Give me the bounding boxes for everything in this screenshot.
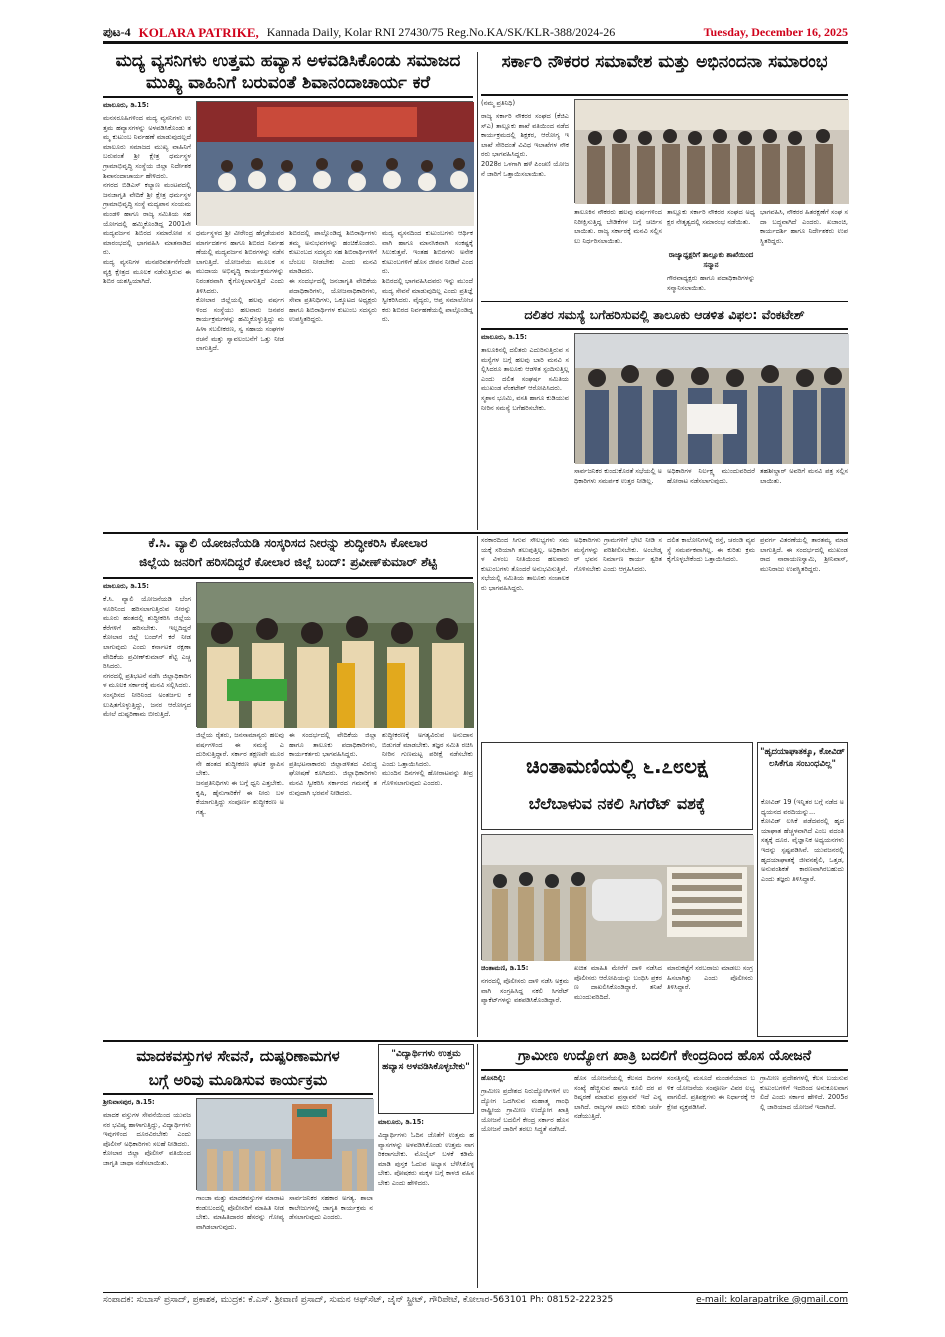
article-3-body-col3: ಅಧಿಕಾರಿಗಳ ನಿರ್ಲಕ್ಷ್ಯ ಮುಂದುವರಿದರೆ ಹೋರಾಟ ನಡೆಸಲಾಗುವುದು. <box>667 467 758 485</box>
divider <box>481 1069 848 1071</box>
article-5-headline: ಚಿಂತಾಮಣಿಯಲ್ಲಿ ೬.೭೮ಲಕ್ಷ <box>526 754 708 778</box>
article-3-body-col2: ಸಾರ್ವಜನಿಕರ ಕುಂದುಕೊರತೆ ಸಭೆಯಲ್ಲಿ ಅಧಿಕಾರಿಗಳು ಸಮರ್ಪಕ ಉತ್ತರ ನೀಡಿಲ್ಲ. <box>574 467 662 485</box>
article-1-headline-line2: ಮುಖ್ಯ ವಾಹಿನಿಗೆ ಬರುವಂತೆ ಶಿವಾನಂದಾಚಾರ್ಯ ಕರೆ <box>145 73 431 93</box>
article-6-lead: ಕೋವಿಡ್ 19 (ಇನ್ನಿತರ ಬಗ್ಗೆ ನಡೆದ ಅಧ್ಯಯನದ ವರದಿಯನ್ನು... <box>761 798 844 816</box>
article-7-headline-line2: ಬಗ್ಗೆ ಅರಿವು ಮೂಡಿಸುವ ಕಾರ್ಯಕ್ರಮ <box>148 1071 328 1089</box>
article-4-body-col1: ಕೆ.ಸಿ. ವ್ಯಾಲಿ ಯೋಜನೆಯಡಿ ಬೆಂಗಳೂರಿನಿಂದ ಹರಿಸಲಾಗುತ್ತಿರುವ ನೀರನ್ನು ಮೂರು ಹಂತದಲ್ಲಿ ಶುದ್ಧೀಕರಿಸಿ ಜಿಲ್ಲೆಯ ಕೆರೆಗಳಿಗೆ ಹರಿಸಬೇಕು. ಇಲ್ಲದಿದ್ದರೆ ಕೋಲಾರ ಜಿಲ್ಲೆ ಬಂದ್‌ಗೆ ಕರೆ ನೀಡಲಾಗುವುದು ಎಂದು ಕರ್ನಾಟಕ ರಕ್ಷಣಾ ವೇದಿಕೆಯ ಪ್ರವೀಣ್‌ಕುಮಾರ್ ಶೆಟ್ಟಿ ಎಚ್ಚರಿಸಿದರು. ನಗರದಲ್ಲಿ ಪ್ರತಿಭಟನೆ ನಡೆಸಿ ಜಿಲ್ಲಾಧಿಕಾರಿಗಳ ಮೂಲಕ ಸರ್ಕಾರಕ್ಕೆ ಮನವಿ ಸಲ್ಲಿಸಿದರು. ಸಂಸ್ಕರಿಸದ ನೀರಿನಿಂದ ಅಂತರ್ಜಲ ಕಲುಷಿತಗೊಳ್ಳುತ್ತಿದ್ದು, ಜನರ ಆರೋಗ್ಯದ ಮೇಲೆ ದುಷ್ಪರಿಣಾಮ ಬೀರುತ್ತಿದೆ. <box>103 595 191 719</box>
article-1-dateline: ಮಾಲೂರು, ಡಿ.15: <box>103 101 149 109</box>
article-5-body-col2: ಖಚಿತ ಮಾಹಿತಿ ಮೇರೆಗೆ ದಾಳಿ ನಡೆಸಿದ ಪೊಲೀಸರು ಆರೋಪಿಯನ್ನು ಬಂಧಿಸಿ ಪ್ರಕರಣ ದಾಖಲಿಸಿಕೊಂಡಿದ್ದಾರೆ. ತನಿಖೆ ಮುಂದುವರಿದಿದೆ. <box>574 964 665 1001</box>
footer-imprint: ಸಂಪಾದಕ: ಸುಬಾಸ್ ಪ್ರಸಾದ್, ಪ್ರಕಾಶಕ, ಮುದ್ರಕ: ಕೆ.ಎಸ್. ಶ್ರೀವಾಣಿ ಪ್ರಸಾದ್, ಸುಮನ ಆಫ್‌ಸೆಟ್, ಜೈನ್ ಸ್ಟ್ರೀಟ್, ಗೌರಿಪೇಟೆ, ಕೋಲಾರ-563101 Ph: 08152-222325 <box>103 1294 614 1305</box>
column-divider <box>477 1044 478 1288</box>
article-3-dateline: ಮಾಲೂರು, ಡಿ.15: <box>481 333 527 341</box>
publication-date: Tuesday, December 16, 2025 <box>703 25 848 39</box>
article-9-body-col1: ಗ್ರಾಮೀಣ ಪ್ರದೇಶದ ನಿರುದ್ಯೋಗಿಗಳಿಗೆ ಉದ್ಯೋಗ ಒದಗಿಸುವ ಮಹಾತ್ಮ ಗಾಂಧಿ ರಾಷ್ಟ್ರೀಯ ಗ್ರಾಮೀಣ ಉದ್ಯೋಗ ಖಾತ್ರಿ ಯೋಜನೆ ಬದಲಿಗೆ ಕೇಂದ್ರ ಸರ್ಕಾರ ಹೊಸ ಯೋಜನೆ ಜಾರಿಗೆ ತರಲು ಸಿದ್ಧತೆ ನಡೆಸಿದೆ. <box>481 1087 572 1134</box>
article-3-continued-col2: ಅಧಿಕಾರಿಗಳು ಗ್ರಾಮಗಳಿಗೆ ಭೇಟಿ ನೀಡಿ ಸಮಸ್ಯೆಗಳನ್ನು ಪರಿಶೀಲಿಸಬೇಕು. ಅಂಬೇಡ್ಕರ್ ಭವನ ನಿರ್ಮಾಣ ಕಾರ್ಯ ತ್ವರಿತಗೊಳಿಸಬೇಕು ಎಂದು ಆಗ್ರಹಿಸಿದರು. <box>574 536 662 573</box>
footer-email: e-mail: kolarapatrike @gmail.com <box>696 1294 848 1305</box>
page-number: ಪುಟ-4 <box>103 25 131 39</box>
article-1-body-col1: ಮನಸರೂಹಿಗಳಿಂದ ಮದ್ಯ ವ್ಯಸನಿಗಳು ಉತ್ತಮ ಹವ್ಯಾಸಗಳನ್ನು ಅಳವಡಿಸಿಕೊಂಡು ತಮ್ಮ ಕುಟುಂಬ ನಿರ್ವಹಣೆ ಮಾಡುವುದಲ್ಲದೆ ಮಾಲೂರು ಸಮಾಜದ ಮುಖ್ಯ ವಾಹಿನಿಗೆ ಬರುವಂತೆ ಶ್ರೀ ಕ್ಷೇತ್ರ ಧರ್ಮಸ್ಥಳ ಗ್ರಾಮಾಭಿವೃದ್ಧಿ ಸಂಸ್ಥೆಯ ಜಿಲ್ಲಾ ನಿರ್ದೇಶಕ ಶಿವಾನಂದಾಚಾರ್ಯ ಹೇಳಿದರು. ನಗರದ ಬಿಡಿಎಸ್ ಕಲ್ಯಾಣ ಮಂಟಪದಲ್ಲಿ ಜನಜಾಗೃತಿ ವೇದಿಕೆ ಶ್ರೀ ಕ್ಷೇತ್ರ ಧರ್ಮಸ್ಥಳ ಗ್ರಾಮಾಭಿವೃದ್ಧಿ ಸಂಸ್ಥೆ ಮದ್ಯಪಾನ ಸಂಯಮ ಮಂಡಳಿ ಹಾಗೂ ರಾಜ್ಯ ಸಮಿತಿಯ ಸಹಯೋಗದಲ್ಲಿ ಹಮ್ಮಿಕೊಂಡಿದ್ದ 2001ನೇ ಮದ್ಯವರ್ಜನ ಶಿಬಿರದ ಸಮಾರೋಪ ಸಮಾರಂಭದಲ್ಲಿ ಭಾಗವಹಿಸಿ ಮಾತನಾಡಿದರು. ಮದ್ಯ ವ್ಯಸನಿಗಳ ಮನಪರಿವರ್ತನೆಗೆಂದೇ ವ್ಯಕ್ತಿ ಕ್ಷೇತ್ರದ ಮೂಲಕ ನಡೆಸುತ್ತಿರುವ ಈ ಶಿಬಿರ ಯಶಸ್ವಿಯಾಗಿದೆ. <box>103 114 191 286</box>
article-5-body-col3: ಮಾರುಕಟ್ಟೆಗೆ ಸರಬರಾಜು ಮಾಡಲು ಸಂಗ್ರಹಿಸಲಾಗಿತ್ತು ಎಂದು ಪೊಲೀಸರು ತಿಳಿಸಿದ್ದಾರೆ. <box>667 964 756 992</box>
article-7-body-col1: ಮಾದಕ ವಸ್ತುಗಳ ಸೇವನೆಯಿಂದ ಯುವಜನರ ಭವಿಷ್ಯ ಹಾಳಾಗುತ್ತಿದ್ದು, ವಿದ್ಯಾರ್ಥಿಗಳು ಇವುಗಳಿಂದ ದೂರವಿರಬೇಕು ಎಂದು ಪೊಲೀಸ್ ಅಧಿಕಾರಿಗಳು ಸಲಹೆ ನೀಡಿದರು. ಕೋಲಾರ ಜಿಲ್ಲಾ ಪೊಲೀಸ್ ವತಿಯಿಂದ ಜಾಗೃತಿ ಜಾಥಾ ನಡೆಸಲಾಯಿತು. <box>103 1111 191 1167</box>
article-1-photo <box>196 101 473 225</box>
article-4-dateline: ಮಾಲೂರು, ಡಿ.15: <box>103 582 149 590</box>
article-4-headline-line2: ಜಿಲ್ಲೆಯ ಜನರಿಗೆ ಹರಿಸದಿದ್ದರೆ ಕೋಲಾರ ಜಿಲ್ಲೆ ಬಂದ್: ಪ್ರವೀಣ್‌ಕುಮಾರ್ ಶೆಟ್ಟಿ <box>139 555 437 569</box>
article-2-body-col2: ತಾಲೂಕಿನ ನೌಕರರು ಹಲವು ವರ್ಷಗಳಿಂದ ನಿರೀಕ್ಷಿಸುತ್ತಿದ್ದ ಬೇಡಿಕೆಗಳ ಬಗ್ಗೆ ಚರ್ಚಿಸಲಾಯಿತು. ರಾಜ್ಯ ಸರ್ಕಾರಕ್ಕೆ ಮನವಿ ಸಲ್ಲಿಸಲು ನಿರ್ಧರಿಸಲಾಯಿತು. <box>574 208 665 245</box>
article-6-headline: "ಹೃದಯಾಘಾತಕ್ಕೂ, ಕೋವಿಡ್ ಲಸಿಕೆಗೂ ಸಂಬಂಧವಿಲ್ಲ" <box>760 747 845 769</box>
article-2-subhead: ರಾಜ್ಯಾಧ್ಯಕ್ಷರಿಗೆ ತಾಲ್ಲೂಕು ಶಾಖೆಯಿಂದ ಸನ್ಮಾನ <box>668 251 754 269</box>
article-1-body-col4: ಮದ್ಯ ವ್ಯಸನದಿಂದ ಕುಟುಂಬಗಳು ಆರ್ಥಿಕವಾಗಿ ಹಾಗೂ ಮಾನಸಿಕವಾಗಿ ಸಂಕಷ್ಟಕ್ಕೆ ಸಿಲುಕುತ್ತವೆ. ಇಂತಹ ಶಿಬಿರಗಳು ಅನೇಕ ಕುಟುಂಬಗಳಿಗೆ ಹೊಸ ಜೀವನ ನೀಡಿವೆ ಎಂದರು. ಶಿಬಿರದಲ್ಲಿ ಭಾಗವಹಿಸಿದವರು ಇನ್ನು ಮುಂದೆ ಮದ್ಯ ಸೇವನೆ ಮಾಡುವುದಿಲ್ಲ ಎಂದು ಪ್ರತಿಜ್ಞೆ ಸ್ವೀಕರಿಸಿದರು. ವೈದ್ಯರು, ಆಪ್ತ ಸಮಾಲೋಚಕರು ಶಿಬಿರದ ನಿರ್ವಹಣೆಯಲ್ಲಿ ಪಾಲ್ಗೊಂಡಿದ್ದರು. <box>382 229 473 324</box>
article-3-continued-col1: ಸರಕಾರದಿಂದ ಸಿಗುವ ಸೌಲಭ್ಯಗಳು ಸಮಯಕ್ಕೆ ಸರಿಯಾಗಿ ತಲುಪುತ್ತಿಲ್ಲ. ಅಧಿಕಾರಿಗಳ ವಿಳಂಬ ನೀತಿಯಿಂದ ಹಲವಾರು ಕುಟುಂಬಗಳು ತೊಂದರೆ ಅನುಭವಿಸುತ್ತಿವೆ. ಸಭೆಯಲ್ಲಿ ಸಮಿತಿಯ ತಾಲೂಕು ಸಂಚಾಲಕರು ಭಾಗವಹಿಸಿದ್ದರು. <box>481 536 569 592</box>
article-2-body-col1: ರಾಜ್ಯ ಸರ್ಕಾರಿ ನೌಕರರ ಸಂಘದ (ಕೆಜಿಎಸ್‌ಎ) ತಾಲ್ಲೂಕು ಶಾಖೆ ವತಿಯಿಂದ ನಡೆದ ಕಾರ್ಯಕ್ರಮದಲ್ಲಿ ಶಿಕ್ಷಕರ, ಆರೋಗ್ಯ ಇಲಾಖೆ ಸೇರಿದಂತೆ ವಿವಿಧ ಇಲಾಖೆಗಳ ನೌಕರರು ಭಾಗವಹಿಸಿದ್ದರು. 2028ರ ಒಳಗಾಗಿ ಹಳೆ ಪಿಂಚಣಿ ಯೋಜನೆ ಜಾರಿಗೆ ಒತ್ತಾಯಿಸಲಾಯಿತು. <box>481 112 569 178</box>
article-2-headline: ಸರ್ಕಾರಿ ನೌಕರರ ಸಮಾವೇಶ ಮತ್ತು ಅಭಿನಂದನಾ ಸಮಾರಂಭ <box>501 52 828 72</box>
article-9-body-col4: ಗ್ರಾಮೀಣ ಪ್ರದೇಶಗಳಲ್ಲಿ ಕೆಲಸ ಬಯಸುವ ಕುಟುಂಬಗಳಿಗೆ ಇದರಿಂದ ಅನುಕೂಲವಾಗಲಿದೆ ಎಂದು ಸರ್ಕಾರ ಹೇಳಿದೆ. 2005ರಲ್ಲಿ ಜಾರಿಯಾದ ಯೋಜನೆ ಇದಾಗಿದೆ. <box>760 1074 851 1111</box>
divider <box>481 94 848 96</box>
newspaper-name: KOLARA PATRIKE, <box>138 24 259 40</box>
article-3-photo <box>574 333 848 463</box>
article-8-body: ವಿದ್ಯಾರ್ಥಿಗಳು ಓದಿನ ಜೊತೆಗೆ ಉತ್ತಮ ಹವ್ಯಾಸಗಳನ್ನು ಅಳವಡಿಸಿಕೊಂಡು ಉತ್ತಮ ನಾಗರಿಕರಾಗಬೇಕು. ಮೊಬೈಲ್ ಬಳಕೆ ಕಡಿಮೆ ಮಾಡಿ ಪುಸ್ತಕ ಓದುವ ಅಭ್ಯಾಸ ಬೆಳೆಸಿಕೊಳ್ಳಬೇಕು. ಪೋಷಕರು ಮಕ್ಕಳ ಬಗ್ಗೆ ಕಾಳಜಿ ವಹಿಸಬೇಕು ಎಂದು ಹೇಳಿದರು. <box>378 1131 477 1187</box>
article-4-body-col2: ಜಿಲ್ಲೆಯ ರೈತರು, ಜನಸಾಮಾನ್ಯರು ಹಲವು ವರ್ಷಗಳಿಂದ ಈ ಸಮಸ್ಯೆ ಎದುರಿಸುತ್ತಿದ್ದಾರೆ. ಸರ್ಕಾರ ತಕ್ಷಣವೇ ಮೂರನೇ ಹಂತದ ಶುದ್ಧೀಕರಣ ಘಟಕ ಸ್ಥಾಪಿಸಬೇಕು. ಜನಪ್ರತಿನಿಧಿಗಳು ಈ ಬಗ್ಗೆ ಧ್ವನಿ ಎತ್ತಬೇಕು. ಕೃಷಿ, ಹೈನುಗಾರಿಕೆಗೆ ಈ ನೀರು ಬಳಕೆಯಾಗುತ್ತಿದ್ದು ಸಂಪೂರ್ಣ ಶುದ್ಧೀಕರಣ ಅಗತ್ಯ. <box>196 731 284 816</box>
article-3-body-col1: ತಾಲೂಕಿನಲ್ಲಿ ದಲಿತರು ಎದುರಿಸುತ್ತಿರುವ ಸಮಸ್ಯೆಗಳ ಬಗ್ಗೆ ಹಲವು ಬಾರಿ ಮನವಿ ಸಲ್ಲಿಸಿದರೂ ತಾಲೂಕು ಆಡಳಿತ ಸ್ಪಂದಿಸುತ್ತಿಲ್ಲ ಎಂದು ದಲಿತ ಸಂಘರ್ಷ ಸಮಿತಿಯ ಮುಖಂಡ ವೆಂಕಟೇಶ್ ಆರೋಪಿಸಿದರು. ಸ್ಮಶಾನ ಭೂಮಿ, ವಸತಿ ಹಾಗೂ ಕುಡಿಯುವ ನೀರಿನ ಸಮಸ್ಯೆ ಬಗೆಹರಿಸಬೇಕು. <box>481 346 570 412</box>
article-3-continued-col3: ದಲಿತ ಕಾಲೋನಿಗಳಲ್ಲಿ ರಸ್ತೆ, ಚರಂಡಿ ವ್ಯವಸ್ಥೆ ಸಮರ್ಪಕವಾಗಿಲ್ಲ. ಈ ಕುರಿತು ಕ್ರಮ ಕೈಗೊಳ್ಳಬೇಕೆಂದು ಒತ್ತಾಯಿಸಿದರು. <box>667 536 758 564</box>
column-divider <box>477 536 478 1037</box>
article-5-headline-line2: ಬೆಲೆಬಾಳುವ ನಕಲಿ ಸಿಗರೆಟ್ ವಶಕ್ಕೆ <box>528 794 706 813</box>
article-4-body-col4: ಶುದ್ಧೀಕರಣಕ್ಕೆ ಅಗತ್ಯವಿರುವ ಅನುದಾನ ಬಿಡುಗಡೆ ಮಾಡಬೇಕು. ತಜ್ಞರ ಸಮಿತಿ ರಚಿಸಿ ನೀರಿನ ಗುಣಮಟ್ಟ ಪರೀಕ್ಷೆ ನಡೆಸಬೇಕು ಎಂದು ಒತ್ತಾಯಿಸಿದರು. ಮುಂದಿನ ದಿನಗಳಲ್ಲಿ ಹೋರಾಟವನ್ನು ತೀವ್ರಗೊಳಿಸಲಾಗುವುದು ಎಂದರು. <box>382 731 473 787</box>
divider <box>103 577 473 579</box>
article-2-body-col3b: ಗೌರವಾಧ್ಯಕ್ಷರು ಹಾಗೂ ಪದಾಧಿಕಾರಿಗಳನ್ನು ಸನ್ಮಾನಿಸಲಾಯಿತು. <box>667 274 758 292</box>
masthead <box>103 24 848 44</box>
article-7-headline: ಮಾದಕವಸ್ತುಗಳ ಸೇವನೆ, ದುಷ್ಪರಿಣಾಮಗಳ <box>136 1047 340 1065</box>
article-5-dateline: ಚಿಂತಾಮಣಿ, ಡಿ.15: <box>481 964 529 972</box>
article-9-dateline: ಹೊಸದಿಲ್ಲಿ: <box>481 1074 506 1082</box>
divider <box>481 301 848 302</box>
article-1-body-col2: ಧರ್ಮಸ್ಥಳದ ಶ್ರೀ ವೀರೇಂದ್ರ ಹೆಗ್ಗಡೆಯವರ ಮಾರ್ಗದರ್ಶನ ಹಾಗೂ ಶಿಬಿರದ ನಿರ್ವಹಣೆಯಲ್ಲಿ ಮದ್ಯವರ್ಜನ ಶಿಬಿರಗಳನ್ನು ನಡೆಸಲಾಗುತ್ತಿದೆ. ಯೋಜನೆಯ ಮೂಲಕ ಸಮುದಾಯ ಅಭಿವೃದ್ಧಿ ಕಾರ್ಯಕ್ರಮಗಳನ್ನು ನಿರಂತರವಾಗಿ ಕೈಗೊಳ್ಳಲಾಗುತ್ತಿದೆ ಎಂದು ತಿಳಿಸಿದರು. ಕೋಲಾರ ಜಿಲ್ಲೆಯಲ್ಲಿ ಹಲವು ವರ್ಷಗಳಿಂದ ಸಂಸ್ಥೆಯು ಹಲವಾರು ಜನಪರ ಕಾರ್ಯಕ್ರಮಗಳನ್ನು ಹಮ್ಮಿಕೊಳ್ಳುತ್ತಿದ್ದು ಮಹಿಳಾ ಸಬಲೀಕರಣ, ಸ್ವ ಸಹಾಯ ಸಂಘಗಳ ರಚನೆ ಮತ್ತು ಸ್ವಾವಲಂಬನೆಗೆ ಒತ್ತು ನೀಡಲಾಗುತ್ತಿದೆ. <box>196 229 284 353</box>
divider <box>103 96 473 98</box>
article-3-body-col4: ತಹಶೀಲ್ದಾರ್ ಅವರಿಗೆ ಮನವಿ ಪತ್ರ ಸಲ್ಲಿಸಲಾಯಿತು. <box>760 467 848 485</box>
article-4-photo <box>196 582 473 727</box>
article-6-body: ಕೋವಿಡ್ 19 (ಇನ್ನಿತರ ಬಗ್ಗೆ ನಡೆದ ಅಧ್ಯಯನದ ವರದಿಯನ್ನು... ಕೋವಿಡ್ ಲಸಿಕೆ ಪಡೆದವರಲ್ಲಿ ಹೃದಯಾಘಾತ ಹೆಚ್ಚಳವಾಗಿದೆ ಎಂಬ ವದಂತಿ ಸತ್ಯಕ್ಕೆ ದೂರ. ವೈಜ್ಞಾನಿಕ ಅಧ್ಯಯನಗಳು ಇದನ್ನು ಸ್ಪಷ್ಟಪಡಿಸಿವೆ. ಯುವಜನರಲ್ಲಿ ಹೃದಯಾಘಾತಕ್ಕೆ ಜೀವನಶೈಲಿ, ಒತ್ತಡ, ಅನುವಂಶಿಕತೆ ಕಾರಣವಾಗಿರಬಹುದು ಎಂದು ತಜ್ಞರು ತಿಳಿಸಿದ್ದಾರೆ. <box>761 798 844 883</box>
article-1-headline: ಮದ್ಯ ವ್ಯಸನಿಗಳು ಉತ್ತಮ ಹವ್ಯಾಸ ಅಳವಡಿಸಿಕೊಂಡು ಸಮಾಜದ <box>115 51 461 71</box>
article-5-photo <box>481 834 753 960</box>
article-2-photo <box>574 99 848 203</box>
article-5-body-col1: ನಗರದಲ್ಲಿ ಪೊಲೀಸರು ದಾಳಿ ನಡೆಸಿ ಅಕ್ರಮವಾಗಿ ಸಂಗ್ರಹಿಸಿದ್ದ ನಕಲಿ ಸಿಗರೆಟ್ ಪ್ಯಾಕೆಟ್‌ಗಳನ್ನು ವಶಪಡಿಸಿಕೊಂಡಿದ್ದಾರೆ. <box>481 977 572 1005</box>
article-7-photo <box>196 1098 373 1190</box>
article-2-byline: (ನಮ್ಮ ಪ್ರತಿನಿಧಿ) <box>481 99 516 107</box>
article-9-body-col2: ಹೊಸ ಯೋಜನೆಯಲ್ಲಿ ಕೆಲಸದ ದಿನಗಳ ಸಂಖ್ಯೆ ಹೆಚ್ಚಿಸುವ ಹಾಗೂ ಕೂಲಿ ದರ ಪರಿಷ್ಕರಣೆ ಮಾಡುವ ಪ್ರಸ್ತಾವನೆ ಇದೆ ಎನ್ನಲಾಗಿದೆ. ರಾಜ್ಯಗಳ ಪಾಲು ಕುರಿತು ಚರ್ಚೆ ನಡೆಯುತ್ತಿದೆ. <box>574 1074 665 1121</box>
article-8-dateline: ಮಾಲೂರು, ಡಿ.15: <box>378 1118 424 1126</box>
publication-details: Kannada Daily, Kolar RNI 27430/75 Reg.No.KA/SK/KLR-388/2024-26 <box>266 25 616 39</box>
article-2-body-col4: ಭಾಗವಹಿಸಿ, ನೌಕರರ ಹಿತರಕ್ಷಣೆಗೆ ಸಂಘ ಸದಾ ಬದ್ಧವಾಗಿದೆ ಎಂದರು. ಖಜಾಂಚಿ, ಕಾರ್ಯದರ್ಶಿ ಹಾಗೂ ನಿರ್ದೇಶಕರು ಉಪಸ್ಥಿತರಿದ್ದರು. <box>760 208 851 245</box>
divider <box>481 328 848 330</box>
article-4-body-col3: ಈ ಸಂದರ್ಭದಲ್ಲಿ ವೇದಿಕೆಯ ಜಿಲ್ಲಾ ಹಾಗೂ ತಾಲೂಕು ಪದಾಧಿಕಾರಿಗಳು, ಕಾರ್ಯಕರ್ತರು ಭಾಗವಹಿಸಿದ್ದರು. ಪ್ರತಿಭಟನಾಕಾರರು ಜಿಲ್ಲಾಡಳಿತದ ವಿರುದ್ಧ ಘೋಷಣೆ ಕೂಗಿದರು. ಜಿಲ್ಲಾಧಿಕಾರಿಗಳು ಮನವಿ ಸ್ವೀಕರಿಸಿ ಸರ್ಕಾರದ ಗಮನಕ್ಕೆ ತರುವುದಾಗಿ ಭರವಸೆ ನೀಡಿದರು. <box>289 731 377 797</box>
article-8-headline: "ವಿದ್ಯಾರ್ಥಿಗಳು ಉತ್ತಮ ಹವ್ಯಾಸ ಅಳವಡಿಸಿಕೊಳ್ಳಬೇಕು" <box>382 1049 470 1072</box>
article-1-body-col3: ಶಿಬಿರದಲ್ಲಿ ಪಾಲ್ಗೊಂಡಿದ್ದ ಶಿಬಿರಾರ್ಥಿಗಳು ತಮ್ಮ ಅನುಭವಗಳನ್ನು ಹಂಚಿಕೊಂಡರು. ಕುಟುಂಬದ ಸದಸ್ಯರು ಸಹ ಶಿಬಿರಾರ್ಥಿಗಳಿಗೆ ಬೆಂಬಲ ನೀಡಬೇಕು ಎಂದು ಮನವಿ ಮಾಡಿದರು. ಈ ಸಂದರ್ಭದಲ್ಲಿ ಜನಜಾಗೃತಿ ವೇದಿಕೆಯ ಪದಾಧಿಕಾರಿಗಳು, ಯೋಜನಾಧಿಕಾರಿಗಳು, ಸೇವಾ ಪ್ರತಿನಿಧಿಗಳು, ಒಕ್ಕೂಟದ ಅಧ್ಯಕ್ಷರು ಹಾಗೂ ಶಿಬಿರಾರ್ಥಿಗಳ ಕುಟುಂಬ ಸದಸ್ಯರು ಉಪಸ್ಥಿತರಿದ್ದರು. <box>289 229 377 324</box>
article-4-headline: ಕೆ.ಸಿ. ವ್ಯಾಲಿ ಯೋಜನೆಯಡಿ ಸಂಸ್ಕರಿಸದ ನೀರನ್ನು ಶುದ್ಧೀಕರಿಸಿ ಕೋಲಾರ <box>148 535 428 550</box>
article-3-headline: ದಲಿತರ ಸಮಸ್ಯೆ ಬಗೆಹರಿಸುವಲ್ಲಿ ತಾಲೂಕು ಆಡಳಿತ ವಿಫಲ: ವೆಂಕಟೇಶ್ <box>524 307 805 322</box>
divider <box>103 1040 848 1042</box>
article-7-dateline: ಶ್ರೀನಿವಾಸಪುರ, ಡಿ.15: <box>103 1098 155 1106</box>
article-3-continued-col4: ಪ್ರವರ್ಗ ವಿತರಣೆಯಲ್ಲಿ ತಾರತಮ್ಯ ಮಾಡಲಾಗುತ್ತಿದೆ. ಈ ಸಂದರ್ಭದಲ್ಲಿ ಮುಖಂಡರಾದ ನಾರಾಯಣಸ್ವಾಮಿ, ಶ್ರೀನಿವಾಸ್, ಮುನಿರಾಜು ಉಪಸ್ಥಿತರಿದ್ದರು. <box>760 536 851 573</box>
article-9-headline: ಗ್ರಾಮೀಣ ಉದ್ಯೋಗ ಖಾತ್ರಿ ಬದಲಿಗೆ ಕೇಂದ್ರದಿಂದ ಹೊಸ ಯೋಜನೆ <box>517 1048 812 1064</box>
column-divider <box>477 52 478 530</box>
divider <box>103 1093 373 1095</box>
article-7-body-col2: ಗಾಂಜಾ ಮತ್ತು ಮಾದಕವಸ್ತುಗಳ ಮಾರಾಟ ಕಂಡುಬಂದಲ್ಲಿ ಪೊಲೀಸರಿಗೆ ಮಾಹಿತಿ ನೀಡಬೇಕು. ಮಾಹಿತಿದಾರರ ಹೆಸರನ್ನು ಗೋಪ್ಯವಾಗಿಡಲಾಗುವುದು. <box>196 1194 287 1231</box>
article-9-body-col3: ಸಂಸತ್ತಿನಲ್ಲಿ ಮಸೂದೆ ಮಂಡನೆಯಾದ ಬಳಿಕ ಯೋಜನೆಯ ಸಂಪೂರ್ಣ ವಿವರ ಲಭ್ಯವಾಗಲಿದೆ. ಪ್ರತಿಪಕ್ಷಗಳು ಈ ನಿರ್ಧಾರಕ್ಕೆ ಆಕ್ಷೇಪ ವ್ಯಕ್ತಪಡಿಸಿವೆ. <box>667 1074 755 1111</box>
article-7-body-col3: ಸಾರ್ವಜನಿಕರ ಸಹಕಾರ ಅಗತ್ಯ. ಶಾಲಾ ಕಾಲೇಜುಗಳಲ್ಲಿ ಜಾಗೃತಿ ಕಾರ್ಯಕ್ರಮ ನಡೆಸಲಾಗುವುದು ಎಂದರು. <box>289 1194 376 1222</box>
footer <box>103 1292 848 1306</box>
divider <box>103 532 848 534</box>
article-2-body-col3: ತಾಲ್ಲೂಕು ಸರ್ಕಾರಿ ನೌಕರರ ಸಂಘದ ಅಧ್ಯಕ್ಷರ ನೇತೃತ್ವದಲ್ಲಿ ಸಮಾರಂಭ ನಡೆಯಿತು. <box>667 208 755 226</box>
